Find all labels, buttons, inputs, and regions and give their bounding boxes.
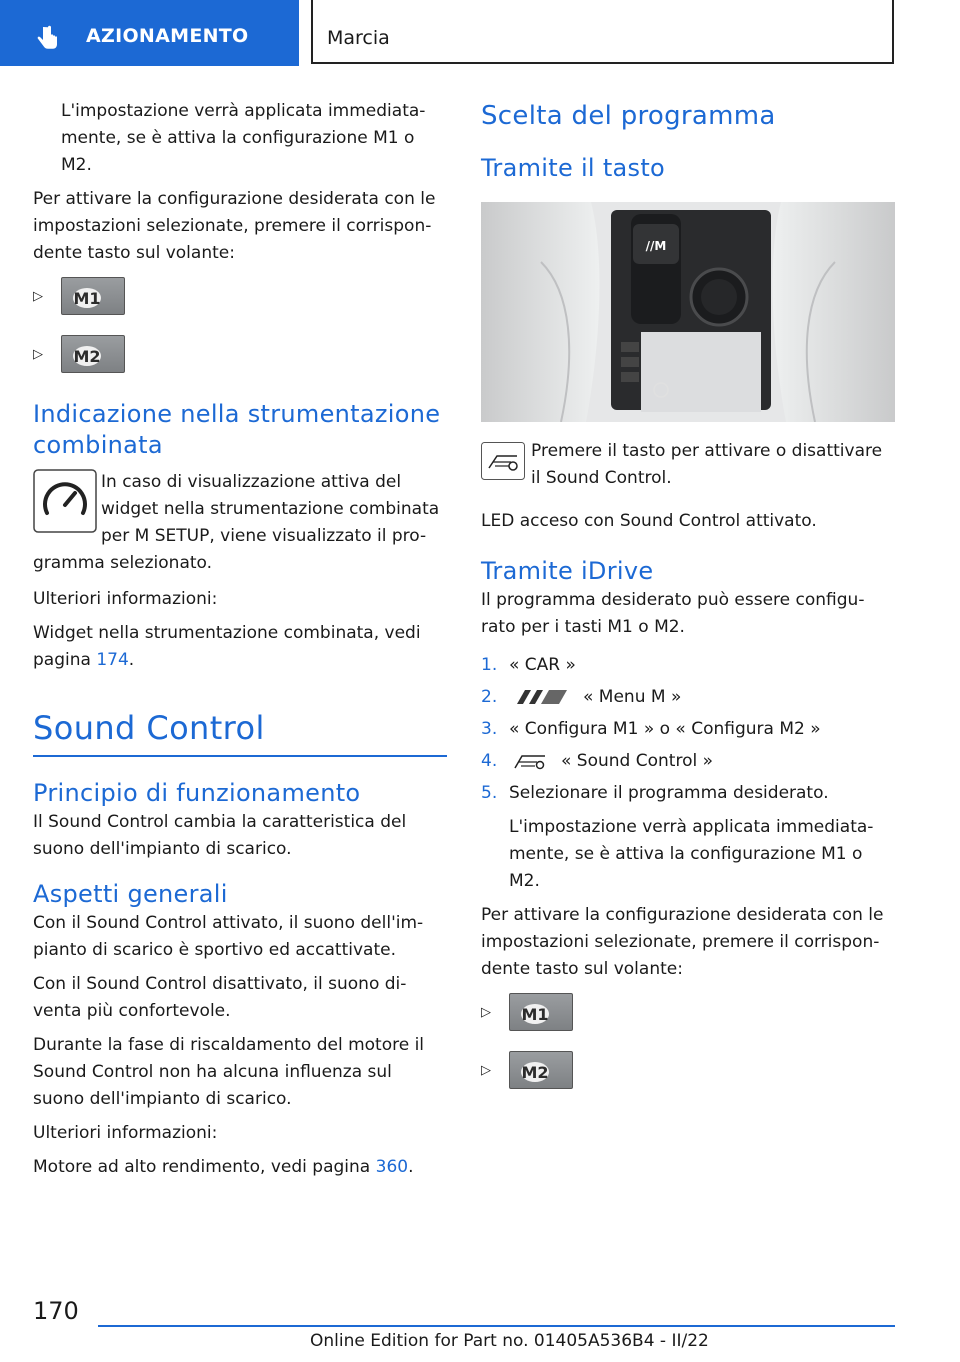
footer-divider <box>98 1325 895 1327</box>
engine-page-link[interactable]: 360 <box>375 1157 409 1177</box>
widget-page-link[interactable]: 174 <box>96 650 129 670</box>
display-heading: Indicazione nella strumentazione combinata <box>33 400 441 459</box>
step-text: « Menu M » <box>583 686 682 707</box>
m1-bullet <box>33 277 447 315</box>
more-info-label: Ulteriori informazioni: <box>33 589 218 609</box>
engine-reference: Motore ad alto rendimento, vedi pagina 360. <box>33 1157 414 1177</box>
general-paragraph-3: Durante la fase di riscaldamento del motore il Sound Control non ha alcuna influenza sul suono dell'impianto di scarico. <box>33 1035 425 1109</box>
m1-button-label: M1 <box>73 289 101 308</box>
display-text-a: In caso di visualizzazione attiva del widget nella strumentazione combinata per M SETUP, viene visualizzato il pro- <box>101 472 440 546</box>
list-item <box>481 777 895 809</box>
step-number: 2. <box>481 686 498 707</box>
m2-bullet <box>33 335 447 373</box>
m-menu-icon <box>511 688 571 706</box>
m1-button-label: M1 <box>521 1005 549 1024</box>
program-heading: Scelta del programma <box>481 101 776 131</box>
console-photo <box>481 202 895 422</box>
bullet-marker: ▷ <box>33 288 43 304</box>
widget-reference: Widget nella strumentazione combinata, vedi pagina 174. <box>33 623 421 670</box>
section-header <box>311 0 894 64</box>
list-item <box>481 713 895 745</box>
list-item <box>481 745 895 777</box>
general-paragraph-1: Con il Sound Control attivato, il suono dell'im-pianto di scarico è sportivo ed accattivate. <box>33 913 424 960</box>
bullet-marker: ▷ <box>33 346 43 362</box>
intro-paragraph: Per attivare la configurazione desiderata con le impostazioni selezionate, premere il corrispon-dente tasto sul volante: <box>33 189 436 263</box>
step-number: 5. <box>481 782 498 803</box>
step-text: « Sound Control » <box>561 750 713 771</box>
steering-paragraph: Per attivare la configurazione desiderata con le impostazioni selezionate, premere il corrispon-dente tasto sul volante: <box>481 905 884 979</box>
right-column-top <box>481 100 895 184</box>
m2-bullet <box>481 1051 895 1089</box>
bullet-marker: ▷ <box>481 1004 491 1020</box>
list-item <box>481 681 895 713</box>
sound-control-icon <box>481 442 525 480</box>
step-number: 1. <box>481 654 498 675</box>
step-text: Selezionare il programma desiderato. <box>509 782 829 803</box>
edition-label: Online Edition for Part no. 01405A536B4 - II/22 <box>310 1331 709 1351</box>
sound-control-icon <box>511 751 551 771</box>
more-info-label-2: Ulteriori informazioni: <box>33 1123 218 1143</box>
left-column <box>33 98 447 1181</box>
steps-list <box>481 649 895 809</box>
title-divider <box>33 755 447 757</box>
step-text: « Configura M1 » o « Configura M2 » <box>509 718 821 739</box>
bullet-marker: ▷ <box>481 1062 491 1078</box>
display-text-b: gramma selezionato. <box>33 553 213 573</box>
section-title: Marcia <box>327 27 390 49</box>
m1-bullet <box>481 993 895 1031</box>
step-number: 3. <box>481 718 498 739</box>
m2-button-label: M2 <box>521 1063 549 1082</box>
step-number: 4. <box>481 750 498 771</box>
general-paragraph-2: Con il Sound Control disattivato, il suono di-venta più confortevole. <box>33 974 407 1021</box>
m2-button-label: M2 <box>73 347 101 366</box>
m1-button-icon <box>61 277 125 315</box>
intro-note: L'impostazione verrà applicata immediata-mente, se è attiva la configurazione M1 o M2. <box>61 101 426 175</box>
principle-heading: Principio di funzionamento <box>33 779 361 807</box>
hand-pointer-icon <box>34 24 62 52</box>
idrive-heading: Tramite iDrive <box>481 557 654 585</box>
led-text: LED acceso con Sound Control attivato. <box>481 511 817 531</box>
chapter-tab <box>0 0 299 66</box>
m2-button-icon <box>509 1051 573 1089</box>
principle-text: Il Sound Control cambia la caratteristica del suono dell'impianto di scarico. <box>33 812 407 859</box>
widget-ref-text: Widget nella strumentazione combinata, vedi pagina <box>33 623 421 670</box>
button-block <box>481 438 895 492</box>
idrive-text: Il programma desiderato può essere configu-rato per i tasti M1 o M2. <box>481 590 865 637</box>
step-note: L'impostazione verrà applicata immediata-mente, se è attiva la configurazione M1 o M2. <box>509 817 874 891</box>
step-text: « CAR » <box>509 654 576 675</box>
button-text: Premere il tasto per attivare o disattivare il Sound Control. <box>531 441 883 488</box>
button-heading: Tramite il tasto <box>481 154 666 182</box>
page-number: 170 <box>33 1297 79 1325</box>
right-column-bottom <box>481 438 895 1089</box>
gauge-icon <box>33 469 97 533</box>
m2-button-icon <box>61 335 125 373</box>
sound-control-title: Sound Control <box>33 709 265 747</box>
engine-ref-text: Motore ad alto rendimento, vedi pagina <box>33 1157 371 1177</box>
list-item <box>481 649 895 681</box>
svg-text://M: //M <box>645 239 667 253</box>
general-heading: Aspetti generali <box>33 880 228 908</box>
display-block <box>33 469 447 550</box>
m1-button-icon <box>509 993 573 1031</box>
chapter-title: AZIONAMENTO <box>86 25 249 47</box>
